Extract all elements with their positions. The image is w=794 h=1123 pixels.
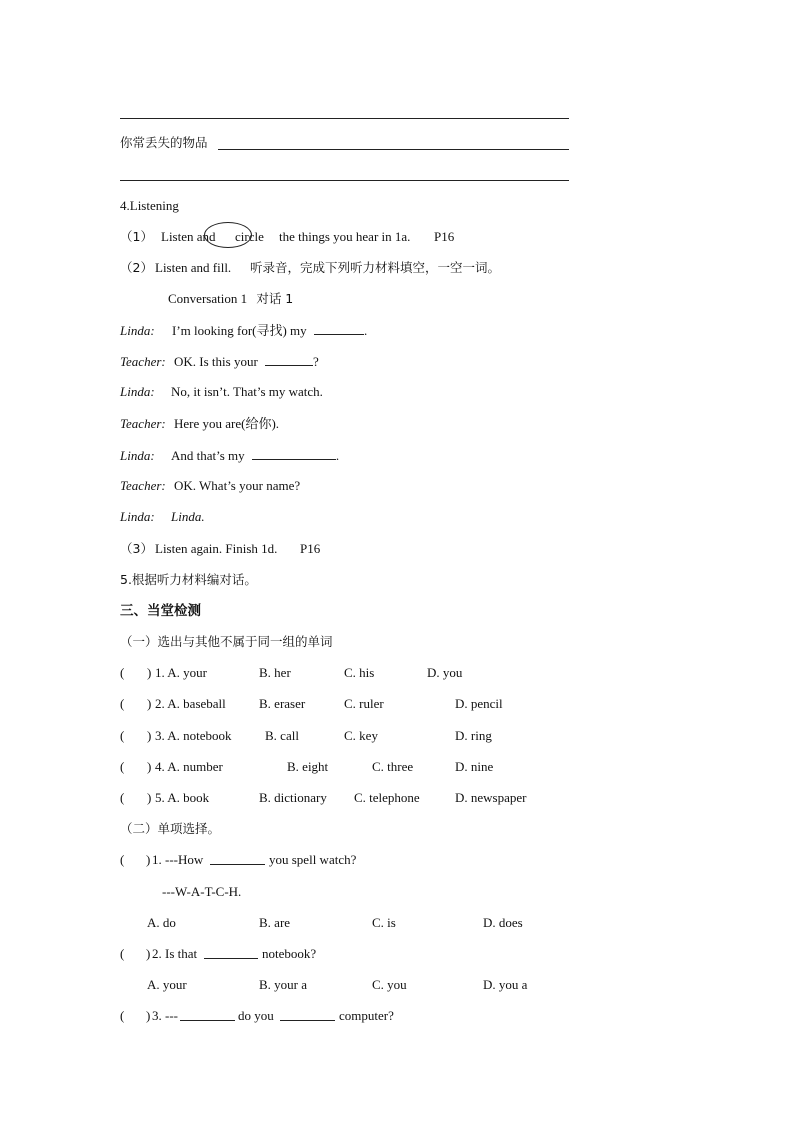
fill-blank[interactable] [252, 447, 336, 460]
conversation-title [168, 291, 293, 307]
task-keyword: circle [235, 229, 264, 244]
question-row [120, 852, 580, 868]
option-c: C. key [344, 728, 378, 743]
circle-mark [204, 222, 252, 248]
answer-paren-open: ( [120, 696, 125, 711]
option-d: D. you [427, 665, 463, 680]
option-d: D. you a [483, 977, 528, 992]
option-b: B. your a [259, 977, 308, 992]
dialogue-line [120, 478, 300, 494]
option-a: A. your [147, 977, 187, 992]
option-b: B. dictionary [259, 790, 327, 805]
lost-items-label: 你常丢失的物品 [120, 135, 208, 150]
answer-paren-open: ( [120, 946, 125, 961]
section-title: 三、当堂检测 [120, 603, 201, 619]
answer-paren-close: ) [146, 946, 151, 961]
answer-paren-close: ) [147, 696, 152, 711]
listening-task-1 [120, 229, 580, 245]
option-b: B. call [265, 728, 299, 743]
dialogue-text: OK. Is this your [174, 354, 258, 369]
option-b: B. eraser [259, 696, 306, 711]
dialogue-text: OK. What’s your name? [174, 478, 301, 493]
answer-paren-close: ) [147, 790, 152, 805]
task-number: （1） [120, 229, 153, 244]
option-c: C. you [372, 977, 407, 992]
punctuation: ? [313, 354, 319, 369]
listening-task-2 [120, 260, 580, 276]
option-d: D. ring [455, 728, 492, 743]
fill-blank[interactable] [265, 353, 313, 366]
task-text: Listen and [161, 229, 216, 244]
question-text: 3. --- [152, 1008, 178, 1023]
option-c: C. telephone [354, 790, 420, 805]
speaker: Linda: [120, 384, 155, 399]
answer-paren-open: ( [120, 790, 125, 805]
punctuation: . [335, 448, 340, 463]
question-row [120, 696, 580, 712]
option-a: 4. A. number [155, 759, 223, 774]
page-reference: P16 [300, 541, 321, 556]
answer-line [120, 180, 569, 181]
dialogue-line [120, 384, 323, 400]
answer-paren-open: ( [120, 1008, 125, 1023]
task-number: （3） [120, 541, 153, 556]
option-b: B. eight [287, 759, 329, 774]
question-text: do you [238, 1008, 274, 1023]
question-row [120, 728, 580, 744]
answer-line [120, 118, 569, 119]
dialogue-line [120, 322, 367, 339]
dialogue-text: I’m looking for(寻找) my [172, 323, 307, 338]
dialogue-line [120, 447, 339, 464]
option-d: D. does [483, 915, 523, 930]
answer-paren-close: ) [147, 759, 152, 774]
options-row [120, 977, 580, 993]
punctuation: . [363, 323, 368, 338]
option-c: C. his [344, 665, 375, 680]
option-b: B. are [259, 915, 291, 930]
option-a: 1. A. your [155, 665, 207, 680]
task-number: （2） [120, 260, 153, 275]
option-a: A. do [147, 915, 176, 930]
task-instruction-cn: 听录音，完成下列听力材料填空，一空一词。 [250, 260, 501, 275]
dialogue-text: And that’s my [171, 448, 245, 463]
option-b: B. her [259, 665, 291, 680]
answer-line-text: ---W-A-T-C-H. [162, 884, 242, 899]
speaker: Teacher: [120, 354, 166, 369]
fill-blank[interactable] [314, 322, 364, 335]
question-row [120, 759, 580, 775]
speaker: Teacher: [120, 416, 166, 431]
option-d: D. pencil [455, 696, 503, 711]
speaker: Linda: [120, 509, 155, 524]
task-5: 5.根据听力材料编对话。 [120, 572, 257, 587]
speaker: Linda: [120, 448, 155, 463]
question-text: you spell watch? [269, 852, 357, 867]
answer-paren-open: ( [120, 728, 125, 743]
dialogue-line [120, 353, 319, 370]
option-c: C. ruler [344, 696, 384, 711]
answer-paren-close: ) [147, 728, 152, 743]
speaker: Linda: [120, 323, 155, 338]
option-c: C. three [372, 759, 414, 774]
fill-blank[interactable] [204, 946, 258, 959]
option-a: 5. A. book [155, 790, 210, 805]
question-row [120, 1008, 580, 1024]
dialogue-text: No, it isn’t. That’s my watch. [171, 384, 323, 399]
part-2-title: （二）单项选择。 [120, 821, 221, 836]
option-c: C. is [372, 915, 396, 930]
question-row [120, 790, 580, 806]
answer-paren-close: ) [146, 852, 151, 867]
fill-blank[interactable] [180, 1008, 235, 1021]
option-a: 3. A. notebook [155, 728, 232, 743]
option-d: D. nine [455, 759, 494, 774]
task-text: Listen again. Finish 1d. [155, 541, 278, 556]
part-1-title: （一）选出与其他不属于同一组的单词 [120, 634, 333, 649]
fill-blank[interactable] [280, 1008, 335, 1021]
answer-paren-open: ( [120, 665, 125, 680]
dialogue-line [120, 509, 205, 525]
speaker: Teacher: [120, 478, 166, 493]
fill-blank[interactable] [210, 852, 265, 865]
answer-paren-open: ( [120, 759, 125, 774]
question-text: 1. ---How [152, 852, 204, 867]
options-row [120, 915, 580, 931]
option-d: D. newspaper [455, 790, 527, 805]
option-a: 2. A. baseball [155, 696, 226, 711]
answer-paren-open: ( [120, 852, 125, 867]
dialogue-text: Here you are(给你). [174, 416, 280, 431]
question-text: computer? [339, 1008, 394, 1023]
listening-heading: 4.Listening [120, 198, 179, 213]
dialogue-text: Linda. [171, 509, 205, 524]
question-text: 2. Is that [152, 946, 198, 961]
dialogue-line [120, 416, 279, 432]
question-row [120, 946, 580, 962]
question-row [120, 665, 580, 681]
listening-task-3 [120, 541, 580, 557]
task-text: Listen and fill. [155, 260, 232, 275]
page-reference: P16 [434, 229, 455, 244]
conversation-title-en: Conversation 1 [168, 291, 248, 306]
conversation-title-cn: 对话 1 [256, 291, 294, 306]
answer-paren-close: ) [146, 1008, 151, 1023]
answer-line [218, 149, 569, 150]
answer-paren-close: ) [147, 665, 152, 680]
task-text: the things you hear in 1a. [279, 229, 411, 244]
question-text: notebook? [262, 946, 317, 961]
